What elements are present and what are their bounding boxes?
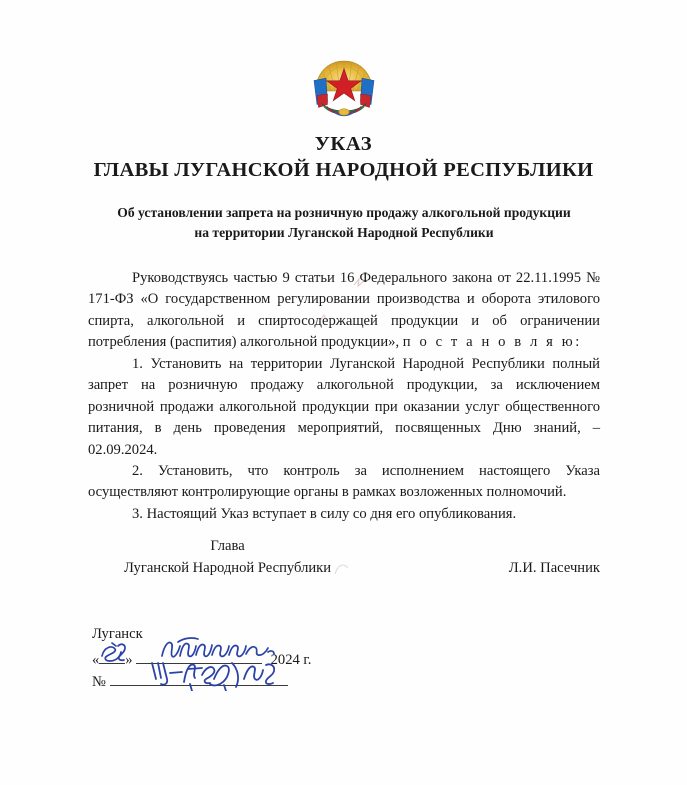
signature-block bbox=[88, 536, 600, 580]
date-day-blank bbox=[99, 648, 125, 664]
issuing-authority: ГЛАВЫ ЛУГАНСКОЙ НАРОДНОЙ РЕСПУБЛИКИ bbox=[93, 159, 594, 182]
document-title-block bbox=[0, 132, 687, 182]
date-quote-open: « bbox=[92, 651, 100, 668]
subject-line-1: Об установлении запрета на розничную продажу алкогольной продукции bbox=[117, 205, 571, 220]
issue-city: Луганск bbox=[92, 626, 143, 642]
paragraph-item-1: 1. Установить на территории Луганской Народной Республики полный запрет на розничную продажу алкогольной продукции, за исключением розничной продажи алкогольной продукции при оказании услуг общественного питания, в день проведения мероприятий, посвященных Дню знаний, – 02.09.2024. bbox=[88, 355, 600, 458]
date-quote-close: » bbox=[125, 651, 133, 668]
paragraph-item-3: 3. Настоящий Указ вступает в силу со дня его опубликования. bbox=[132, 505, 517, 522]
signatory-position-line-2: Луганской Народной Республики bbox=[124, 559, 332, 576]
document-body bbox=[88, 268, 600, 525]
coat-of-arms-icon bbox=[306, 52, 382, 124]
preamble-text: Руководствуясь частью 9 статьи 16 Федерального закона от 22.11.1995 № 171-ФЗ «О государственном регулировании производства и оборота этилового спирта, алкогольной и спиртосодержащей продукции и об ограничении потребления (распития) алкогольной продукции», bbox=[88, 270, 600, 351]
document-footer bbox=[92, 624, 432, 692]
document-number-label: № bbox=[92, 673, 106, 690]
issue-date-row bbox=[92, 648, 432, 670]
signatory-position-line-1: Глава bbox=[210, 538, 245, 554]
signatory-position bbox=[88, 536, 331, 580]
document-number-blank bbox=[110, 670, 288, 686]
paragraph-item-2: 2. Установить, что контроль за исполнением настоящего Указа осуществляют контролирующие органы в рамках возложенных полномочий. bbox=[88, 462, 600, 501]
paragraph-preamble bbox=[88, 268, 600, 354]
emblem-container bbox=[0, 52, 687, 124]
signatory-name: Л.И. Пасечник bbox=[508, 559, 600, 576]
document-number-row bbox=[92, 670, 432, 692]
date-month-blank bbox=[136, 648, 262, 664]
document-subject bbox=[64, 203, 624, 242]
page-title: УКАЗ bbox=[314, 133, 373, 155]
subject-line-2: на территории Луганской Народной Республики bbox=[194, 224, 494, 240]
preamble-verb: п о с т а н о в л я ю: bbox=[402, 334, 582, 351]
date-year: 2024 г. bbox=[270, 651, 312, 668]
